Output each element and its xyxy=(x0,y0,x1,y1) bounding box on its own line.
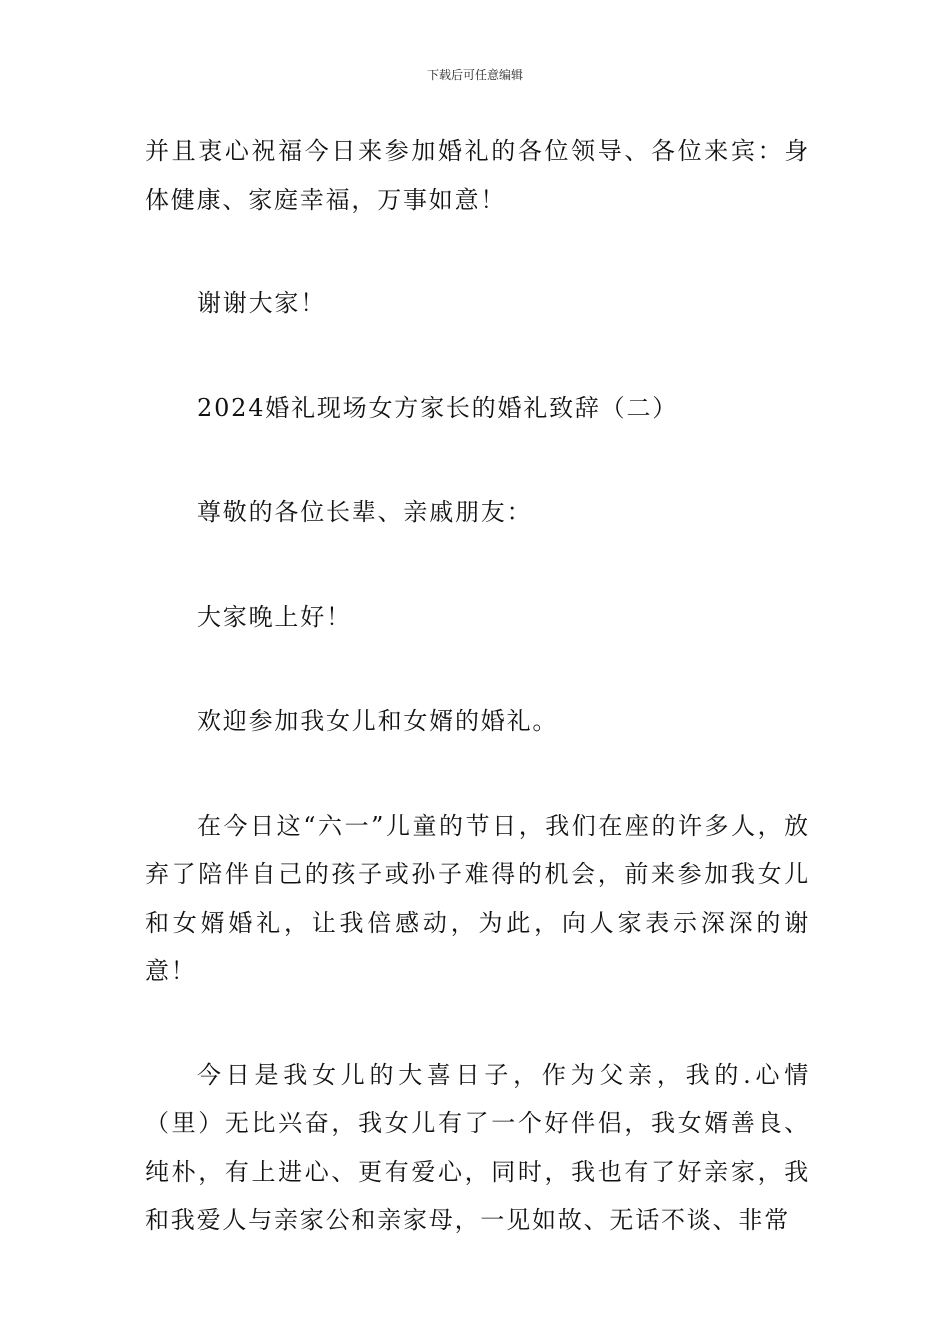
document-body xyxy=(145,127,810,1245)
paragraph-greeting: 大家晚上好！ xyxy=(197,602,352,631)
paragraph-childrens-day: 在今日这“六一”儿童的节日，我们在座的许多人，放弃了陪伴自己的孩子或孙子难得的机会，前来参加我女儿和女婿婚礼，让我倍感动，为此，向人家表示深深的谢意！ xyxy=(145,811,810,985)
paragraph-thanks: 谢谢大家！ xyxy=(197,289,326,317)
header-note: 下载后可任意编辑 xyxy=(426,68,523,82)
section-title: 2024婚礼现场女方家长的婚礼致辞（二） xyxy=(197,393,679,422)
paragraph-happy-day: 今日是我女儿的大喜日子，作为父亲，我的.心情（里）无比兴奋，我女儿有了一个好伴侣，我女婿善良、纯朴，有上进心、更有爱心，同时，我也有了好亲家，我和我爱人与亲家公和亲家母，一见如故、无话不谈、非常 xyxy=(145,1060,810,1234)
paragraph-blessing: 并且衷心祝福今日来参加婚礼的各位领导、各位来宾：身体健康、家庭幸福，万事如意！ xyxy=(145,137,810,214)
paragraph-welcome: 欢迎参加我女儿和女婿的婚礼。 xyxy=(197,707,559,735)
paragraph-salutation: 尊敬的各位长辈、亲戚朋友： xyxy=(197,498,533,526)
